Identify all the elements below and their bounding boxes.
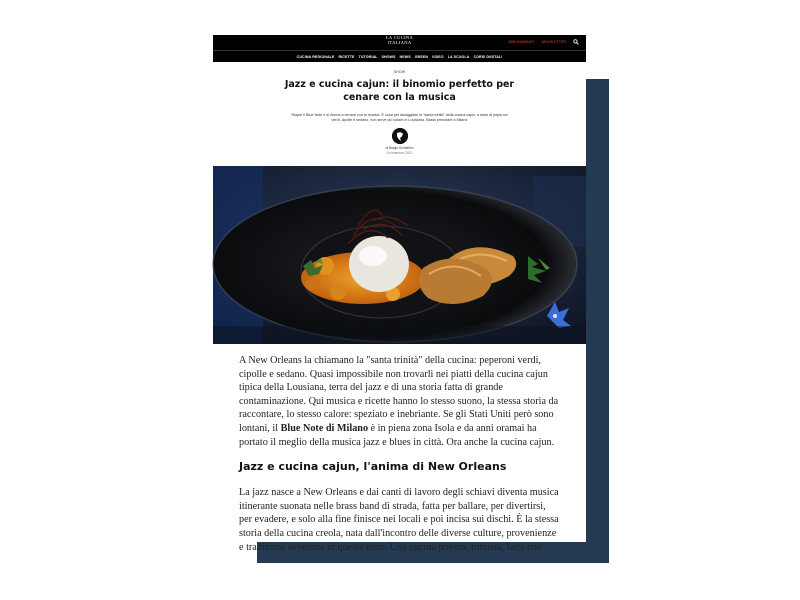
subscriptions-link[interactable]: ABBONAMENTI [508, 40, 535, 44]
article-paragraph: La jazz nasce a New Orleans e dai canti di lavoro degli schiavi diventa musica itinerante suonata nelle brass band di strada, fatta per ballare, per divertirsi, per evadere, e solo alla fine finisce nei locali e poi incisa sui dischi. È la stessa storia della cucina creola, nata dall'incontro delle diverse culture, provenienze e tradizioni avvenuta in queste terre. Una cucina povera, robusta, fatta con [239, 487, 559, 553]
hero-food-image [213, 166, 586, 344]
author-avatar[interactable] [392, 128, 408, 144]
nav-item-shows[interactable]: SHOWS [381, 54, 396, 59]
nav-item-video[interactable]: VIDEO [432, 54, 444, 59]
nav-item-ricette[interactable]: RICETTE [338, 54, 355, 59]
nav-item-cucina-regionale[interactable]: CUCINA REGIONALE [296, 54, 335, 59]
author-name[interactable]: di Biagio Schiattino [385, 146, 414, 150]
publish-date: 6 novembre 2021 [386, 151, 413, 155]
nav-item-la-scuola[interactable]: LA SCUOLA [447, 54, 470, 59]
newsletter-link[interactable]: NEWSLETTER [541, 40, 566, 44]
author-avatar-icon [392, 128, 408, 144]
site-logo[interactable]: LA CUCINA ITALIANA [385, 35, 414, 45]
article-paragraph: A New Orleans la chiamano la "santa trinità" della cucina: peperoni verdi, cipolle e sedano. Quasi impossibile non trovarli nei piatti della cucina cajun tipica della Lousiana, terra del jazz e di una storia fatta di grande contaminazione. Qui musica e ricette hanno lo stesso suono, la stessa storia da raccontare, lo stesso calore: speziato e inebriante. Se gli Stati Uniti però sono lontani, il Blue Note di Milano è in piena zona Isola e da anni oramai ha portato il meglio della musica jazz e blues in città. Ora anche la cucina cajun. [239, 355, 559, 448]
blue-note-link[interactable]: Blue Note di Milano [280, 422, 369, 434]
article-headline: Jazz e cucina cajun: il binomio perfetto per cenare con la musica [284, 79, 515, 103]
site-header [213, 35, 586, 50]
search-icon[interactable] [573, 39, 579, 45]
main-nav [213, 50, 586, 62]
nav-item-green[interactable]: GREEN [414, 54, 429, 59]
nav-item-news[interactable]: NEWS [399, 54, 411, 59]
nav-item-corsi-digitali[interactable]: CORSI DIGITALI [473, 54, 503, 59]
article-body [239, 354, 561, 554]
section-label[interactable]: SHOW [393, 70, 406, 74]
article-subheading: Jazz e cucina cajun, l'anima di New Orleans [239, 460, 507, 474]
article-page [213, 35, 586, 553]
article-summary: Riapre il Blue Note e si ritorna a cenare con la musica. E cosa per assaggiare la "santa trinità" della cucina cajun, a base di peperoni verdi, cipolle e sedano, non serve più volare in Louisiana. Basta prenotare a Milano [291, 113, 508, 122]
nav-item-tutorial[interactable]: TUTORIAL [358, 54, 378, 59]
